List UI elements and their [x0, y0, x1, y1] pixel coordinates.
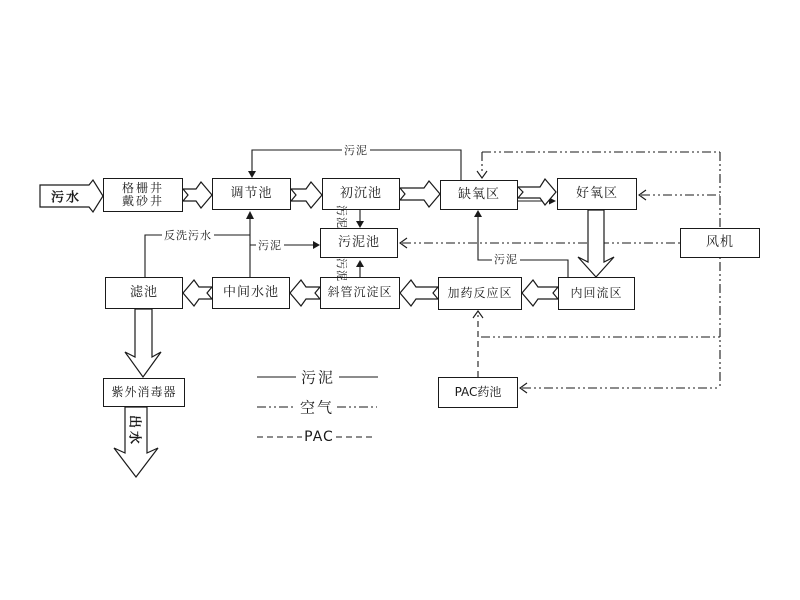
block-arrow-reflux-to-dosing	[522, 280, 558, 306]
internal-reflux-zone-label: 内回流区	[570, 285, 623, 300]
block-arrow-settler-to-middletank	[290, 280, 320, 306]
block-arrow-dosing-to-settler	[400, 280, 438, 306]
backwash-label: 反洗污水	[164, 229, 212, 242]
pac-tank-label: PAC药池	[454, 384, 502, 399]
inflow-label: 污水	[50, 190, 82, 206]
outflow-label: 出水	[126, 414, 142, 448]
box-grit-well	[103, 178, 183, 212]
box-anoxic-zone	[440, 180, 518, 210]
blower-label: 风机	[705, 234, 734, 250]
primary-sedimentation-label: 初沉池	[339, 185, 382, 201]
box-regulating-tank	[212, 178, 291, 210]
block-arrow-gritwell-to-regulating	[183, 182, 212, 208]
dosing-reaction-zone-label: 加药反应区	[447, 285, 513, 300]
legend-pac-label: PAC	[304, 429, 334, 445]
box-internal-reflux-zone	[558, 277, 635, 310]
anoxic-zone-label: 缺氧区	[457, 186, 500, 202]
tube-settler-label: 斜管沉淀区	[327, 285, 393, 300]
legend-air-label: 空气	[299, 398, 335, 417]
backwash-line-filter-to-regulating	[145, 213, 250, 277]
sludge-reflux-label: 污泥	[494, 253, 518, 266]
grit-well-line1: 格栅井	[121, 180, 164, 195]
box-filter	[105, 277, 183, 309]
box-middle-tank	[212, 277, 290, 309]
sludge-line-refluxzone-to-anoxic	[478, 216, 568, 277]
middle-tank-label: 中间水池	[222, 284, 279, 300]
sludge-tank-label: 污泥池	[337, 234, 380, 250]
box-blower	[680, 228, 760, 258]
box-pac-tank	[438, 377, 518, 408]
regulating-tank-label: 调节池	[230, 185, 273, 201]
aerobic-zone-label: 好氧区	[575, 185, 618, 201]
sludge-from-settler-label: 污泥	[335, 258, 348, 282]
box-sludge-tank	[320, 228, 398, 258]
block-arrow-primary-to-anoxic	[400, 181, 440, 207]
block-arrow-filter-to-uv	[125, 309, 161, 377]
box-uv-disinfector	[103, 378, 185, 407]
sludge-from-primary-label: 污泥	[335, 205, 348, 229]
box-aerobic-zone	[557, 178, 637, 210]
uv-disinfector-label: 紫外消毒器	[111, 384, 177, 399]
legend-sludge-label: 污泥	[300, 368, 336, 387]
sludge-return-top-label: 污泥	[344, 144, 368, 157]
box-dosing-reaction-zone	[438, 277, 522, 310]
block-arrow-middletank-to-filter	[183, 280, 212, 306]
grit-well-line2: 戴砂井	[121, 194, 164, 208]
filter-label: 滤池	[129, 284, 158, 300]
box-tube-settler	[320, 277, 400, 309]
sludge-to-tank-label: 污泥	[258, 239, 282, 252]
block-arrow-regulating-to-primary	[291, 182, 322, 208]
